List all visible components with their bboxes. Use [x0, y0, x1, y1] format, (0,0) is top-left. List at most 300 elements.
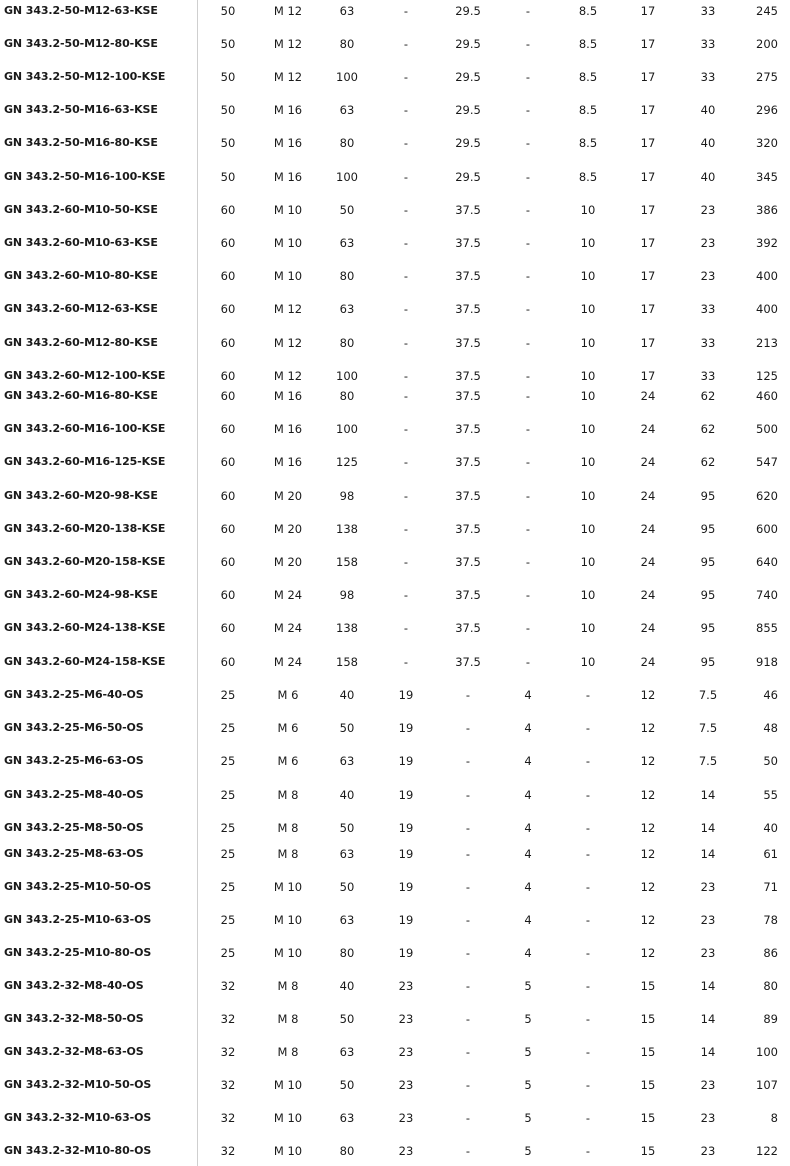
cell-l2: - [403, 555, 409, 569]
table-row [0, 819, 790, 837]
cell-b1: 4 [524, 946, 532, 960]
cell-l2: 23 [398, 1012, 414, 1026]
cell-part-number: GN 343.2-60-M16-80-KSE [4, 389, 158, 402]
cell-d1: 25 [220, 754, 236, 768]
cell-b2: 8.5 [578, 37, 598, 51]
cell-b2: 8.5 [578, 4, 598, 18]
cell-l2: - [403, 269, 409, 283]
cell-b2: - [585, 821, 591, 835]
cell-weight: 200 [756, 37, 778, 51]
cell-l2: - [403, 37, 409, 51]
cell-l3: 37.5 [455, 555, 481, 569]
table-row [0, 586, 790, 604]
cell-weight: 48 [763, 721, 778, 735]
cell-b1: - [525, 37, 531, 51]
cell-b2: 10 [580, 336, 596, 350]
cell-l1: 80 [339, 37, 355, 51]
cell-l4: 24 [640, 422, 656, 436]
cell-l4: 24 [640, 389, 656, 403]
cell-l2: 23 [398, 1078, 414, 1092]
cell-l2: 19 [398, 821, 414, 835]
table-row [0, 234, 790, 252]
cell-l4: 12 [640, 880, 656, 894]
cell-l1: 80 [339, 136, 355, 150]
cell-l3: - [465, 754, 471, 768]
cell-l1: 80 [339, 946, 355, 960]
cell-b2: 8.5 [578, 70, 598, 84]
table-row [0, 878, 790, 896]
cell-b2: 10 [580, 236, 596, 250]
cell-d2: M 12 [273, 4, 303, 18]
cell-weight: 80 [763, 979, 778, 993]
table-row [0, 1076, 790, 1094]
cell-d2: M 20 [273, 522, 303, 536]
cell-d2: M 12 [273, 336, 303, 350]
cell-b1: - [525, 269, 531, 283]
cell-d2: M 10 [273, 203, 303, 217]
cell-l4: 15 [640, 1111, 656, 1125]
cell-b2: - [585, 913, 591, 927]
cell-l3: - [465, 788, 471, 802]
cell-d2: M 16 [273, 103, 303, 117]
cell-l1: 80 [339, 1144, 355, 1158]
cell-b2: 8.5 [578, 136, 598, 150]
cell-b1: - [525, 302, 531, 316]
cell-d2: M 16 [273, 422, 303, 436]
cell-l5: 40 [700, 103, 716, 117]
cell-weight: 100 [756, 1045, 778, 1059]
cell-l2: 19 [398, 913, 414, 927]
cell-d2: M 10 [273, 946, 303, 960]
table-row [0, 553, 790, 571]
cell-l2: 19 [398, 721, 414, 735]
cell-b1: - [525, 588, 531, 602]
cell-d1: 60 [220, 522, 236, 536]
cell-d1: 32 [220, 1045, 236, 1059]
cell-part-number: GN 343.2-50-M12-63-KSE [4, 4, 158, 17]
cell-l5: 95 [700, 489, 716, 503]
cell-l3: 37.5 [455, 203, 481, 217]
cell-d2: M 12 [273, 37, 303, 51]
cell-l5: 14 [700, 979, 716, 993]
cell-part-number: GN 343.2-25-M10-80-OS [4, 946, 152, 959]
cell-d1: 50 [220, 4, 236, 18]
cell-b1: 4 [524, 913, 532, 927]
cell-b1: 5 [524, 1078, 532, 1092]
cell-l5: 33 [700, 70, 716, 84]
cell-weight: 89 [763, 1012, 778, 1026]
cell-part-number: GN 343.2-60-M12-100-KSE [4, 369, 166, 382]
cell-l1: 80 [339, 269, 355, 283]
table-row [0, 453, 790, 471]
cell-l5: 33 [700, 4, 716, 18]
cell-l2: - [403, 621, 409, 635]
cell-l5: 62 [700, 455, 716, 469]
cell-l4: 24 [640, 655, 656, 669]
cell-d2: M 10 [273, 880, 303, 894]
cell-l3: 37.5 [455, 522, 481, 536]
cell-l5: 95 [700, 655, 716, 669]
table-row [0, 334, 790, 352]
cell-weight: 740 [756, 588, 778, 602]
cell-part-number: GN 343.2-32-M8-50-OS [4, 1012, 144, 1025]
cell-l1: 40 [339, 979, 355, 993]
cell-b2: 10 [580, 621, 596, 635]
cell-l2: - [403, 455, 409, 469]
table-row [0, 201, 790, 219]
cell-b1: - [525, 555, 531, 569]
cell-l4: 17 [640, 103, 656, 117]
cell-l4: 17 [640, 269, 656, 283]
cell-part-number: GN 343.2-25-M6-50-OS [4, 721, 144, 734]
cell-l2: - [403, 236, 409, 250]
cell-b1: 4 [524, 821, 532, 835]
cell-b1: - [525, 455, 531, 469]
table-row [0, 686, 790, 704]
cell-part-number: GN 343.2-60-M24-158-KSE [4, 655, 166, 668]
cell-d2: M 12 [273, 369, 303, 383]
cell-l5: 95 [700, 588, 716, 602]
cell-l5: 95 [700, 522, 716, 536]
cell-l1: 63 [339, 4, 355, 18]
cell-part-number: GN 343.2-25-M8-40-OS [4, 788, 144, 801]
cell-l2: - [403, 170, 409, 184]
cell-b2: - [585, 1144, 591, 1158]
table-row [0, 520, 790, 538]
cell-d1: 32 [220, 1012, 236, 1026]
cell-l5: 23 [700, 203, 716, 217]
cell-l3: - [465, 913, 471, 927]
cell-b1: - [525, 170, 531, 184]
cell-l4: 24 [640, 455, 656, 469]
table-row [0, 387, 790, 405]
cell-l4: 24 [640, 555, 656, 569]
cell-d1: 50 [220, 103, 236, 117]
cell-b2: - [585, 1012, 591, 1026]
cell-d2: M 20 [273, 555, 303, 569]
cell-b1: - [525, 522, 531, 536]
cell-l4: 12 [640, 721, 656, 735]
cell-l4: 15 [640, 979, 656, 993]
cell-l2: 19 [398, 754, 414, 768]
table-row [0, 68, 790, 86]
cell-b2: 10 [580, 555, 596, 569]
cell-l3: - [465, 1144, 471, 1158]
cell-part-number: GN 343.2-60-M20-138-KSE [4, 522, 166, 535]
cell-d1: 60 [220, 555, 236, 569]
cell-weight: 392 [756, 236, 778, 250]
cell-part-number: GN 343.2-60-M12-80-KSE [4, 336, 158, 349]
cell-d2: M 16 [273, 136, 303, 150]
cell-b1: 5 [524, 1012, 532, 1026]
cell-d2: M 8 [277, 1045, 299, 1059]
cell-l3: 37.5 [455, 422, 481, 436]
cell-part-number: GN 343.2-60-M20-158-KSE [4, 555, 166, 568]
cell-l4: 12 [640, 913, 656, 927]
cell-l2: - [403, 136, 409, 150]
cell-d2: M 6 [277, 754, 299, 768]
cell-l2: - [403, 655, 409, 669]
cell-l4: 15 [640, 1078, 656, 1092]
cell-d1: 50 [220, 70, 236, 84]
cell-l5: 14 [700, 788, 716, 802]
cell-b1: - [525, 422, 531, 436]
cell-b2: - [585, 1078, 591, 1092]
cell-l5: 23 [700, 913, 716, 927]
table-row [0, 1043, 790, 1061]
cell-weight: 78 [763, 913, 778, 927]
cell-l1: 63 [339, 302, 355, 316]
cell-l4: 17 [640, 70, 656, 84]
cell-l5: 14 [700, 847, 716, 861]
cell-l4: 24 [640, 621, 656, 635]
cell-l3: - [465, 821, 471, 835]
cell-l3: - [465, 847, 471, 861]
cell-b1: - [525, 336, 531, 350]
cell-l4: 17 [640, 369, 656, 383]
table-row [0, 944, 790, 962]
cell-l5: 40 [700, 170, 716, 184]
cell-d1: 60 [220, 422, 236, 436]
cell-l4: 12 [640, 688, 656, 702]
table-row [0, 977, 790, 995]
cell-part-number: GN 343.2-32-M10-50-OS [4, 1078, 152, 1091]
cell-b1: - [525, 103, 531, 117]
cell-d1: 25 [220, 847, 236, 861]
table-row [0, 1109, 790, 1127]
cell-l3: - [465, 721, 471, 735]
cell-weight: 640 [756, 555, 778, 569]
table-row [0, 845, 790, 863]
cell-l4: 17 [640, 37, 656, 51]
cell-l4: 12 [640, 946, 656, 960]
cell-part-number: GN 343.2-60-M10-80-KSE [4, 269, 158, 282]
cell-d2: M 10 [273, 913, 303, 927]
cell-b2: - [585, 979, 591, 993]
cell-l4: 12 [640, 754, 656, 768]
cell-l2: - [403, 302, 409, 316]
cell-l3: 29.5 [455, 37, 481, 51]
cell-d2: M 24 [273, 621, 303, 635]
cell-l5: 23 [700, 880, 716, 894]
cell-d2: M 16 [273, 455, 303, 469]
cell-l4: 24 [640, 588, 656, 602]
cell-weight: 245 [756, 4, 778, 18]
cell-d2: M 12 [273, 70, 303, 84]
cell-l2: 19 [398, 880, 414, 894]
cell-l2: 19 [398, 946, 414, 960]
cell-d2: M 8 [277, 821, 299, 835]
cell-l1: 138 [336, 621, 358, 635]
cell-d2: M 8 [277, 847, 299, 861]
cell-l4: 15 [640, 1144, 656, 1158]
cell-l1: 63 [339, 236, 355, 250]
cell-weight: 386 [756, 203, 778, 217]
cell-l3: 37.5 [455, 369, 481, 383]
table-row [0, 134, 790, 152]
table-row [0, 619, 790, 637]
cell-l2: 23 [398, 1111, 414, 1125]
cell-weight: 86 [763, 946, 778, 960]
cell-l3: 37.5 [455, 236, 481, 250]
cell-l5: 40 [700, 136, 716, 150]
cell-b2: 10 [580, 422, 596, 436]
cell-l1: 50 [339, 821, 355, 835]
cell-b1: - [525, 236, 531, 250]
cell-l3: - [465, 1078, 471, 1092]
cell-d1: 60 [220, 236, 236, 250]
cell-l4: 15 [640, 1012, 656, 1026]
cell-part-number: GN 343.2-32-M8-40-OS [4, 979, 144, 992]
cell-l5: 33 [700, 302, 716, 316]
cell-part-number: GN 343.2-50-M12-100-KSE [4, 70, 166, 83]
cell-weight: 275 [756, 70, 778, 84]
cell-part-number: GN 343.2-60-M12-63-KSE [4, 302, 158, 315]
cell-l1: 158 [336, 555, 358, 569]
cell-b2: 8.5 [578, 170, 598, 184]
table-row [0, 1010, 790, 1028]
cell-l2: 23 [398, 1144, 414, 1158]
cell-l4: 17 [640, 4, 656, 18]
cell-l5: 33 [700, 336, 716, 350]
cell-b1: - [525, 4, 531, 18]
cell-part-number: GN 343.2-25-M6-63-OS [4, 754, 144, 767]
cell-part-number: GN 343.2-25-M8-63-OS [4, 847, 144, 860]
cell-d1: 60 [220, 302, 236, 316]
cell-l5: 23 [700, 1111, 716, 1125]
cell-b2: - [585, 788, 591, 802]
cell-d1: 25 [220, 946, 236, 960]
cell-d2: M 10 [273, 1144, 303, 1158]
cell-l1: 63 [339, 103, 355, 117]
cell-d2: M 8 [277, 979, 299, 993]
table-row [0, 719, 790, 737]
cell-d1: 25 [220, 721, 236, 735]
cell-b2: 10 [580, 389, 596, 403]
cell-l1: 158 [336, 655, 358, 669]
cell-weight: 61 [763, 847, 778, 861]
table-row [0, 168, 790, 186]
table-row [0, 752, 790, 770]
cell-d2: M 10 [273, 236, 303, 250]
cell-weight: 600 [756, 522, 778, 536]
cell-part-number: GN 343.2-60-M10-50-KSE [4, 203, 158, 216]
cell-b2: - [585, 688, 591, 702]
cell-l1: 100 [336, 70, 358, 84]
cell-l1: 63 [339, 847, 355, 861]
cell-part-number: GN 343.2-50-M16-63-KSE [4, 103, 158, 116]
cell-l1: 80 [339, 336, 355, 350]
cell-l1: 40 [339, 788, 355, 802]
cell-l5: 95 [700, 621, 716, 635]
cell-weight: 400 [756, 302, 778, 316]
cell-weight: 122 [756, 1144, 778, 1158]
cell-part-number: GN 343.2-50-M16-100-KSE [4, 170, 166, 183]
cell-part-number: GN 343.2-25-M10-63-OS [4, 913, 152, 926]
cell-d1: 32 [220, 1078, 236, 1092]
cell-l2: 19 [398, 688, 414, 702]
table-row [0, 300, 790, 318]
cell-weight: 855 [756, 621, 778, 635]
cell-l1: 98 [339, 588, 355, 602]
cell-b2: 10 [580, 455, 596, 469]
cell-b2: 10 [580, 655, 596, 669]
cell-b1: - [525, 203, 531, 217]
cell-d1: 32 [220, 979, 236, 993]
cell-l4: 24 [640, 489, 656, 503]
cell-part-number: GN 343.2-60-M24-138-KSE [4, 621, 166, 634]
cell-l3: 37.5 [455, 389, 481, 403]
cell-l4: 15 [640, 1045, 656, 1059]
cell-b2: 10 [580, 522, 596, 536]
cell-b2: 10 [580, 203, 596, 217]
cell-l3: 29.5 [455, 136, 481, 150]
cell-weight: 55 [763, 788, 778, 802]
cell-weight: 107 [756, 1078, 778, 1092]
cell-l1: 50 [339, 721, 355, 735]
cell-d2: M 24 [273, 655, 303, 669]
cell-l1: 125 [336, 455, 358, 469]
cell-d1: 25 [220, 688, 236, 702]
cell-l2: - [403, 522, 409, 536]
cell-l2: - [403, 203, 409, 217]
cell-b2: - [585, 1111, 591, 1125]
cell-d1: 60 [220, 389, 236, 403]
cell-l1: 100 [336, 369, 358, 383]
cell-d2: M 10 [273, 269, 303, 283]
cell-part-number: GN 343.2-25-M8-50-OS [4, 821, 144, 834]
cell-d1: 50 [220, 170, 236, 184]
cell-b1: 5 [524, 1111, 532, 1125]
cell-d2: M 6 [277, 721, 299, 735]
cell-l4: 17 [640, 136, 656, 150]
table-row [0, 2, 790, 20]
table-row [0, 101, 790, 119]
table-row [0, 35, 790, 53]
cell-d1: 50 [220, 136, 236, 150]
cell-weight: 320 [756, 136, 778, 150]
cell-l5: 33 [700, 37, 716, 51]
cell-b2: 10 [580, 369, 596, 383]
cell-b1: 4 [524, 754, 532, 768]
cell-b1: - [525, 621, 531, 635]
table-row [0, 653, 790, 671]
cell-d1: 32 [220, 1111, 236, 1125]
cell-l2: 19 [398, 847, 414, 861]
cell-l2: - [403, 336, 409, 350]
cell-l2: - [403, 4, 409, 18]
cell-l5: 33 [700, 369, 716, 383]
cell-l1: 63 [339, 913, 355, 927]
cell-l2: - [403, 70, 409, 84]
cell-l5: 14 [700, 821, 716, 835]
cell-b1: 4 [524, 847, 532, 861]
cell-b1: 5 [524, 1045, 532, 1059]
table-row [0, 786, 790, 804]
cell-weight: 213 [756, 336, 778, 350]
cell-l3: 37.5 [455, 588, 481, 602]
cell-b2: 8.5 [578, 103, 598, 117]
cell-b1: - [525, 369, 531, 383]
cell-d1: 32 [220, 1144, 236, 1158]
cell-weight: 620 [756, 489, 778, 503]
cell-part-number: GN 343.2-60-M16-125-KSE [4, 455, 166, 468]
cell-l3: 29.5 [455, 70, 481, 84]
cell-weight: 46 [763, 688, 778, 702]
cell-part-number: GN 343.2-25-M6-40-OS [4, 688, 144, 701]
cell-part-number: GN 343.2-32-M10-80-OS [4, 1144, 152, 1157]
cell-weight: 547 [756, 455, 778, 469]
